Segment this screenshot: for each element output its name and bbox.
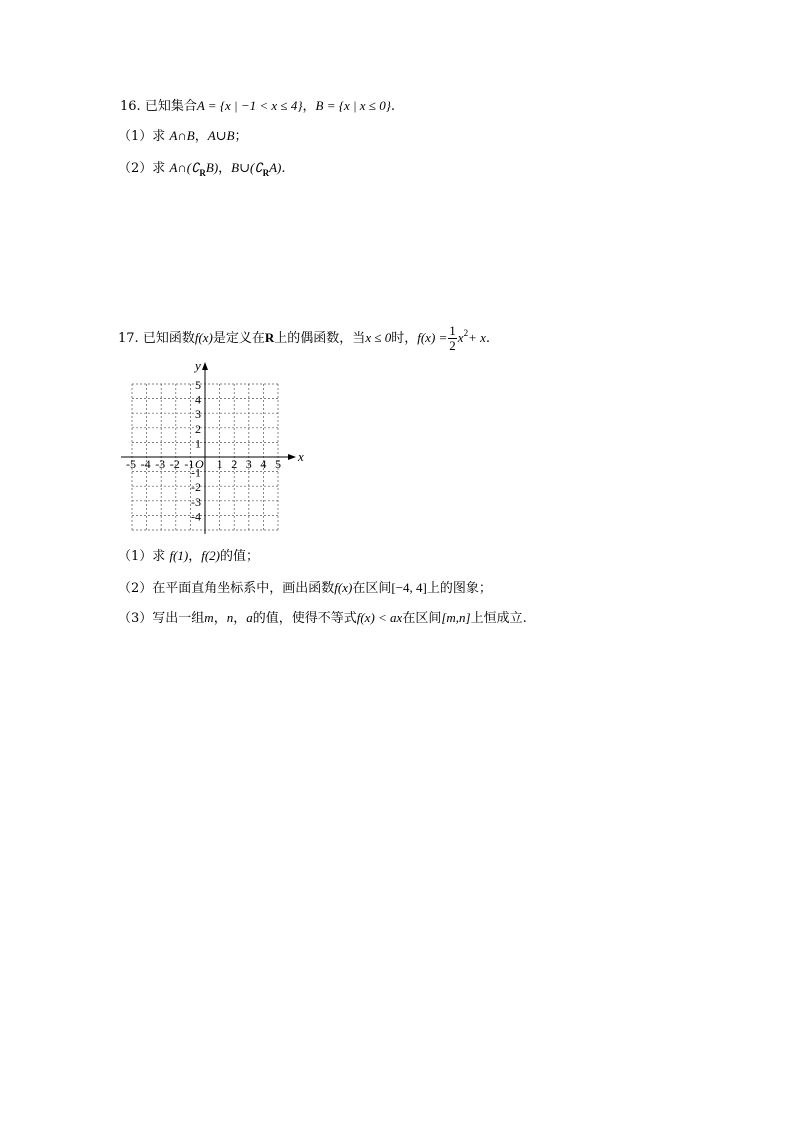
x-axis-arrow <box>288 454 296 460</box>
f-of-2: f(2) <box>201 548 221 563</box>
exponent: 2 <box>463 328 469 338</box>
separator: ， <box>213 611 227 626</box>
y-tick-label: 5 <box>195 378 201 392</box>
set-A-definition: A = {x | −1 < x ≤ 4} <box>196 98 303 113</box>
part-label: （2） <box>118 161 153 176</box>
fraction-one-half <box>448 324 457 353</box>
y-tick-label: -2 <box>191 480 201 495</box>
axes <box>121 362 296 534</box>
expr-part: B∪(∁ <box>231 160 263 175</box>
part-text: 在区间 <box>352 581 392 596</box>
origin-label: O <box>195 457 204 471</box>
statement-text: 时， <box>391 331 418 346</box>
fraction-numerator: 1 <box>449 323 456 338</box>
statement-text: 上的偶函数，当 <box>274 331 366 346</box>
union-expr: A∪B <box>207 128 235 143</box>
problem16-part2 <box>118 158 286 183</box>
condition: x ≤ 0 <box>365 330 392 345</box>
x-tick-label: 3 <box>245 457 252 471</box>
variable-a: a <box>246 610 253 625</box>
problem17-part2 <box>118 578 492 599</box>
expr-part: B) <box>205 160 219 175</box>
complement-expr-2 <box>231 160 282 178</box>
separator: ， <box>233 611 247 626</box>
y-tick-label: 1 <box>195 436 201 451</box>
separator: ， <box>194 129 208 144</box>
x-tick-label: 1 <box>216 457 223 471</box>
x-tick-label: -1 <box>184 457 195 471</box>
real-numbers-R: R <box>264 330 275 345</box>
coordinate-grid <box>118 360 308 535</box>
period: . <box>485 331 491 346</box>
y-axis-arrow <box>202 362 208 370</box>
problem17-intro: 已知函数 <box>142 331 195 346</box>
expr-part: A∩(∁ <box>169 160 200 175</box>
x-tick-label: -2 <box>169 457 180 471</box>
problem16-part1 <box>118 126 248 147</box>
y-tick-label: 2 <box>195 421 201 436</box>
part-text: 上恒成立. <box>470 611 527 626</box>
x-tick-label: 2 <box>231 457 238 471</box>
part-text: 的值，使得不等式 <box>252 611 357 626</box>
interval: [−4, 4] <box>391 580 427 595</box>
part-text: 的值； <box>220 549 260 564</box>
x-axis-label: x <box>298 449 304 464</box>
semicolon: ； <box>234 129 248 144</box>
statement-text: 是定义在 <box>212 331 265 346</box>
f-of-1: f(1) <box>169 548 189 563</box>
problem16-number: 16. <box>120 99 141 114</box>
problem17-part3 <box>118 608 527 629</box>
problem16-statement <box>120 96 395 117</box>
universal-set-R: R <box>262 168 270 178</box>
intersection-expr: A∩B <box>169 128 195 143</box>
set-B-definition: B = {x | x ≤ 0} <box>315 98 391 113</box>
function-fx: f(x) <box>194 330 213 345</box>
inequality: f(x) < ax <box>356 610 403 625</box>
part-text: 在区间 <box>402 611 442 626</box>
y-tick-label: 3 <box>195 407 201 422</box>
tick-labels <box>126 360 304 523</box>
problem17-statement <box>118 318 490 354</box>
part-verb: 求 <box>152 161 166 176</box>
variable-n: n <box>226 610 234 625</box>
separator: ， <box>188 549 202 564</box>
y-axis-label: y <box>195 360 201 373</box>
part-text: 上的图象； <box>426 581 492 596</box>
x-tick-label: 5 <box>275 457 281 471</box>
expr-part: A) <box>269 160 282 175</box>
y-tick-label: -4 <box>191 509 201 524</box>
x-tick-label: 4 <box>260 457 267 471</box>
separator: ， <box>302 99 316 114</box>
variable-m: m <box>204 610 214 625</box>
x-tick-label: -4 <box>140 457 151 471</box>
interval-mn: [m,n] <box>441 610 471 625</box>
equation-x: x <box>457 330 464 345</box>
part-verb: 求 <box>152 129 166 144</box>
part-label: （3） <box>118 611 153 626</box>
function-fx: f(x) <box>334 580 353 595</box>
part-text: 在平面直角坐标系中，画出函数 <box>152 581 335 596</box>
part-label: （2） <box>118 581 153 596</box>
part-verb: 求 <box>152 549 166 564</box>
equation-lhs: f(x) = <box>417 330 448 345</box>
complement-expr-1 <box>169 160 219 178</box>
problem17-number: 17. <box>118 331 139 346</box>
period: . <box>281 161 286 176</box>
x-tick-label: -5 <box>126 457 136 471</box>
equation-tail: + x <box>468 330 486 345</box>
problem16-intro: 已知集合 <box>144 99 197 114</box>
period: . <box>390 99 396 114</box>
problem17-part1 <box>118 546 259 567</box>
x-tick-label: -3 <box>155 457 166 471</box>
y-tick-label: 4 <box>195 392 201 407</box>
part-label: （1） <box>118 129 153 144</box>
part-label: （1） <box>118 549 153 564</box>
part-text: 写出一组 <box>152 611 205 626</box>
y-tick-label: -3 <box>191 494 201 509</box>
separator: ， <box>218 161 232 176</box>
fraction-denominator: 2 <box>449 338 456 353</box>
universal-set-R: R <box>199 168 206 178</box>
y-tick-label: -1 <box>191 465 201 480</box>
